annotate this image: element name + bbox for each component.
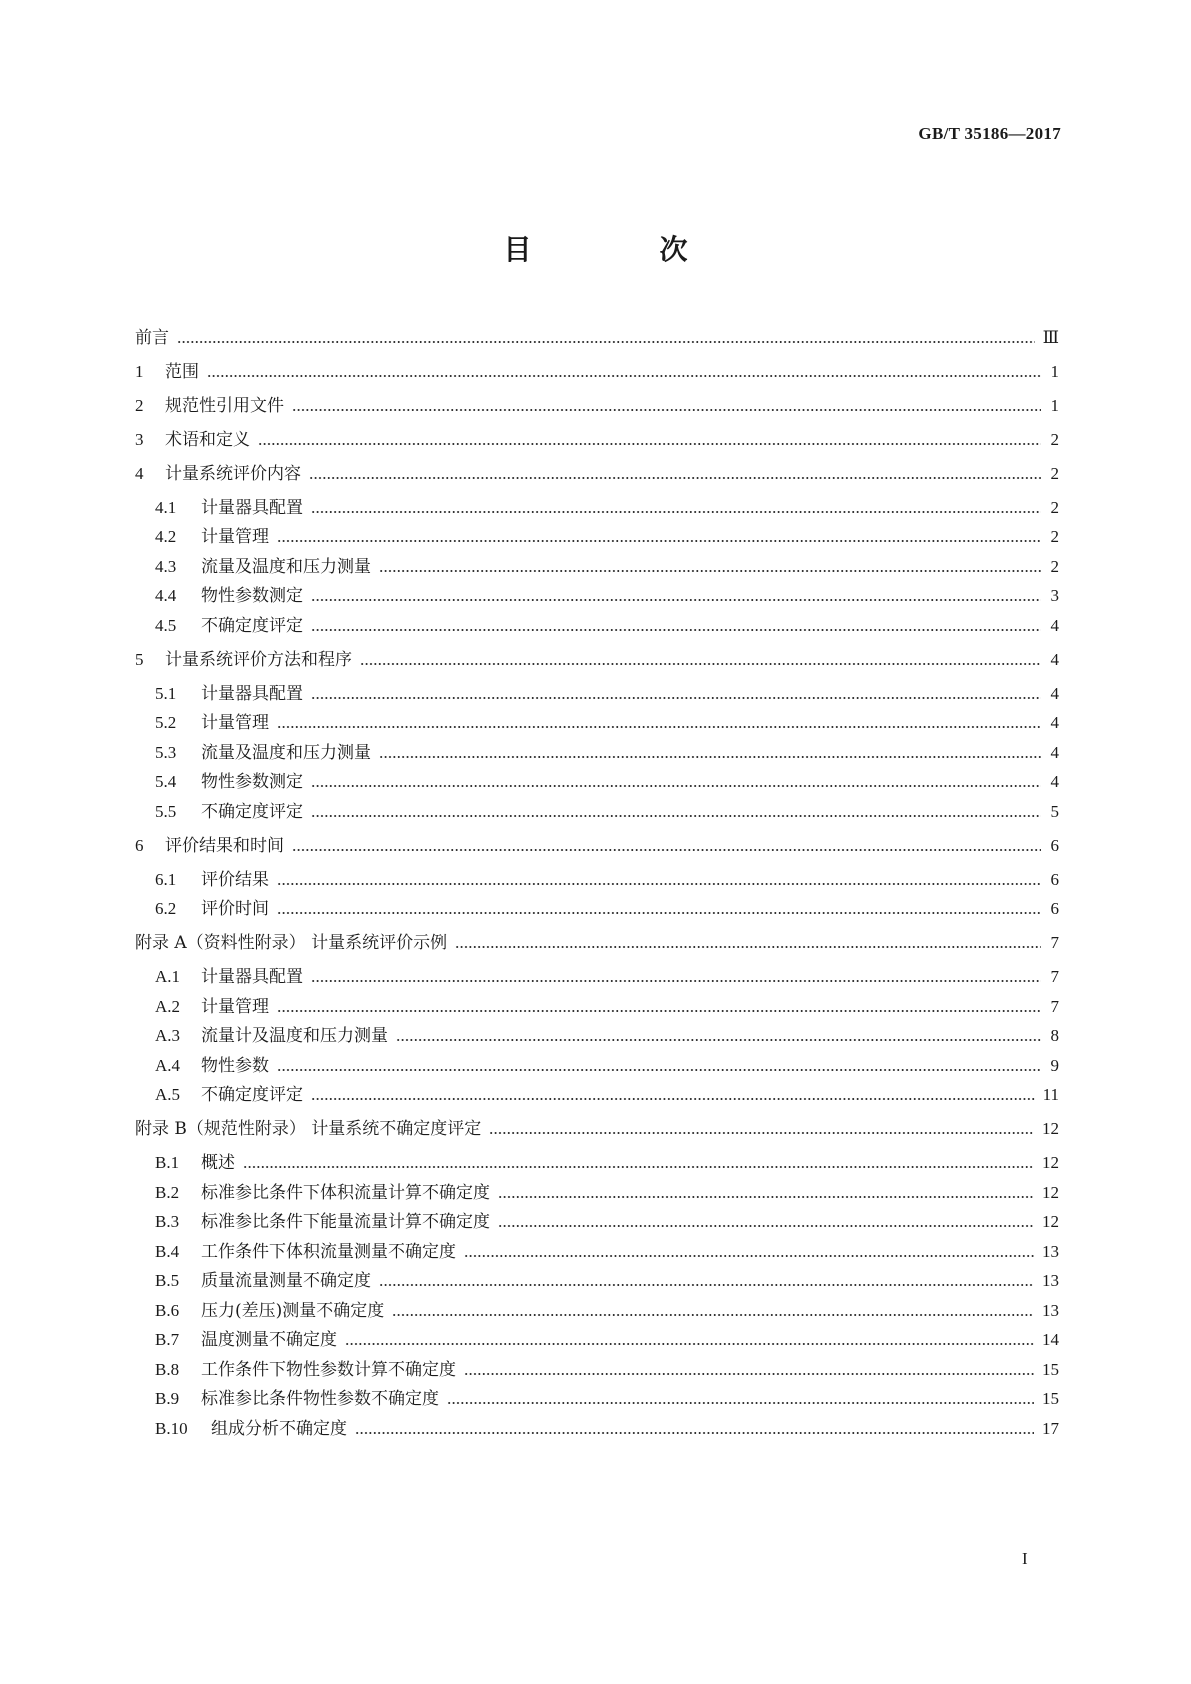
toc-entry-title: 标准参比条件物性参数不确定度: [201, 1389, 439, 1409]
toc-entry[interactable]: [155, 995, 1059, 1019]
toc-entry-page: 9: [1050, 1056, 1059, 1075]
toc-entry-number: 4.2: [155, 527, 177, 546]
toc-entry[interactable]: [155, 1387, 1059, 1411]
toc-entry-number: A.1: [155, 967, 181, 986]
toc-entry-title: 工作条件下物性参数计算不确定度: [201, 1360, 456, 1380]
dot-leader: [311, 815, 1041, 817]
dot-leader: [311, 697, 1041, 699]
toc-entry-number: A.4: [155, 1056, 181, 1075]
toc-entry-title: 概述: [201, 1153, 235, 1173]
toc-entry[interactable]: [135, 428, 1059, 452]
dot-leader: [311, 785, 1041, 787]
dot-leader: [360, 663, 1041, 665]
toc-entry-page: 14: [1042, 1330, 1059, 1349]
toc-entry-number: 1: [135, 362, 144, 381]
toc-entry-page: 3: [1050, 586, 1059, 605]
toc-entry[interactable]: [155, 741, 1059, 765]
toc-entry-title: 物性参数测定: [201, 772, 303, 792]
toc-entry[interactable]: [155, 800, 1059, 824]
toc-entry-page: 7: [1050, 997, 1059, 1016]
dot-leader: [489, 1132, 1034, 1134]
toc-entry-number: A.3: [155, 1026, 181, 1045]
toc-entry[interactable]: [155, 614, 1059, 638]
toc-entry-title: 计量管理: [201, 713, 269, 733]
dot-leader: [311, 980, 1041, 982]
dot-leader: [311, 599, 1041, 601]
toc-entry[interactable]: [155, 965, 1059, 989]
dot-leader: [447, 1402, 1034, 1404]
toc-entry-title: 压力(差压)测量不确定度: [201, 1301, 385, 1321]
toc-entry-number: 3: [135, 430, 144, 449]
dot-leader: [277, 912, 1041, 914]
toc-entry-title: 质量流量测量不确定度: [201, 1271, 371, 1291]
toc-entry-number: B.10: [155, 1419, 188, 1438]
toc-entry[interactable]: [155, 1358, 1059, 1382]
toc-entry[interactable]: [155, 525, 1059, 549]
toc-entry-title: 工作条件下体积流量测量不确定度: [201, 1242, 456, 1262]
toc-entry-page: 12: [1042, 1183, 1059, 1202]
toc-entry-title: 流量计及温度和压力测量: [201, 1026, 388, 1046]
toc-entry[interactable]: [155, 897, 1059, 921]
dot-leader: [277, 726, 1041, 728]
dot-leader: [455, 946, 1041, 948]
toc-entry-page: 4: [1050, 650, 1059, 669]
toc-entry[interactable]: [135, 648, 1059, 672]
toc-entry-title: 计量器具配置: [201, 498, 303, 518]
toc-entry-number: 5.5: [155, 802, 177, 821]
toc-entry-number: 6.1: [155, 870, 177, 889]
toc-entry[interactable]: [155, 682, 1059, 706]
toc-entry-page: 13: [1042, 1301, 1059, 1320]
toc-entry-page: 13: [1042, 1271, 1059, 1290]
toc-entry[interactable]: [155, 584, 1059, 608]
toc-entry-title: 计量器具配置: [201, 684, 303, 704]
toc-entry-page: 17: [1042, 1419, 1059, 1438]
toc-entry-title: 物性参数: [201, 1056, 269, 1076]
toc-entry-page: 12: [1042, 1153, 1059, 1172]
toc-entry-title: 温度测量不确定度: [201, 1330, 337, 1350]
toc-entry-number: 4.3: [155, 557, 177, 576]
toc-entry-page: 12: [1042, 1119, 1059, 1138]
toc-entry-page: 6: [1050, 899, 1059, 918]
toc-entry[interactable]: [155, 868, 1059, 892]
toc-entry-number: 4.4: [155, 586, 177, 605]
toc-entry[interactable]: [155, 1417, 1059, 1441]
toc-entry-number: B.3: [155, 1212, 180, 1231]
toc-entry-number: 2: [135, 396, 144, 415]
toc-entry-page: 2: [1050, 557, 1059, 576]
toc-entry-title: 标准参比条件下体积流量计算不确定度: [201, 1183, 490, 1203]
toc-entry[interactable]: [155, 1210, 1059, 1234]
toc-entry-page: 4: [1050, 616, 1059, 635]
dot-leader: [379, 1284, 1034, 1286]
toc-entry-number: B.9: [155, 1389, 180, 1408]
toc-entry-title: 标准参比条件下能量流量计算不确定度: [201, 1212, 490, 1232]
toc-entry[interactable]: [155, 1240, 1059, 1264]
toc-entry[interactable]: [135, 931, 1059, 955]
toc-entry-page: 5: [1050, 802, 1059, 821]
toc-entry-page: 6: [1050, 836, 1059, 855]
toc-entry-page: 12: [1042, 1212, 1059, 1231]
toc-entry-page: 7: [1050, 933, 1059, 952]
toc-entry[interactable]: [155, 770, 1059, 794]
toc-entry-page: 13: [1042, 1242, 1059, 1261]
toc-entry-title: 不确定度评定: [201, 616, 303, 636]
toc-entry-number: 4.1: [155, 498, 177, 517]
toc-entry-title: 计量管理: [201, 527, 269, 547]
toc-entry[interactable]: [155, 1054, 1059, 1078]
toc-entry-number: 6.2: [155, 899, 177, 918]
toc-entry-title: 评价时间: [201, 899, 269, 919]
dot-leader: [258, 443, 1041, 445]
dot-leader: [243, 1166, 1034, 1168]
dot-leader: [311, 1098, 1035, 1100]
toc-entry-number: 6: [135, 836, 144, 855]
page-title: 目 次: [503, 233, 738, 266]
toc-entry-page: 4: [1050, 713, 1059, 732]
toc-entry[interactable]: [135, 326, 1059, 350]
dot-leader: [464, 1255, 1034, 1257]
toc-entry-title: 前言: [135, 328, 169, 348]
dot-leader: [355, 1432, 1034, 1434]
dot-leader: [311, 511, 1041, 513]
dot-leader: [207, 375, 1041, 377]
toc-entry-title: 附录 A（资料性附录） 计量系统评价示例: [135, 933, 448, 953]
dot-leader: [345, 1343, 1034, 1345]
toc-entry-page: 11: [1042, 1085, 1059, 1104]
toc-entry[interactable]: [155, 1181, 1059, 1205]
toc-entry-title: 组成分析不确定度: [211, 1419, 347, 1439]
dot-leader: [292, 409, 1041, 411]
toc-entry-title: 流量及温度和压力测量: [201, 743, 371, 763]
toc-entry[interactable]: [135, 834, 1059, 858]
toc-entry-page: 15: [1042, 1389, 1059, 1408]
dot-leader: [309, 477, 1041, 479]
dot-leader: [277, 1010, 1041, 1012]
toc-entry-page: Ⅲ: [1042, 328, 1059, 347]
standard-code: GB/T 35186—2017: [918, 124, 1061, 143]
toc-entry-number: 5: [135, 650, 144, 669]
dot-leader: [311, 629, 1041, 631]
toc-entry-title: 不确定度评定: [201, 1085, 303, 1105]
toc-entry-number: 5.1: [155, 684, 177, 703]
toc-entry-number: 5.3: [155, 743, 177, 762]
toc-entry[interactable]: [155, 1328, 1059, 1352]
dot-leader: [379, 570, 1041, 572]
dot-leader: [498, 1196, 1034, 1198]
dot-leader: [392, 1314, 1034, 1316]
toc-entry-title: 计量系统评价方法和程序: [165, 650, 352, 670]
toc-entry[interactable]: [155, 496, 1059, 520]
toc-entry-number: A.2: [155, 997, 181, 1016]
toc-entry-number: B.7: [155, 1330, 180, 1349]
toc-entry-title: 计量系统评价内容: [165, 464, 301, 484]
toc-entry-title: 术语和定义: [165, 430, 250, 450]
toc-entry-number: B.8: [155, 1360, 180, 1379]
toc-entry-page: 7: [1050, 967, 1059, 986]
toc-entry-page: 2: [1050, 430, 1059, 449]
toc-entry-page: 2: [1050, 527, 1059, 546]
toc-entry[interactable]: [135, 462, 1059, 486]
toc-entry-page: 1: [1050, 362, 1059, 381]
dot-leader: [498, 1225, 1034, 1227]
toc-entry-page: 4: [1050, 743, 1059, 762]
toc-entry-number: B.5: [155, 1271, 180, 1290]
toc-entry-page: 2: [1050, 464, 1059, 483]
toc-entry-page: 15: [1042, 1360, 1059, 1379]
dot-leader: [177, 341, 1035, 343]
toc-entry-title: 评价结果: [201, 870, 269, 890]
toc-entry[interactable]: [155, 555, 1059, 579]
toc-entry-title: 范围: [165, 362, 199, 382]
toc-entry-number: 5.2: [155, 713, 177, 732]
toc-entry-title: 不确定度评定: [201, 802, 303, 822]
dot-leader: [396, 1039, 1041, 1041]
toc-entry-page: 4: [1050, 684, 1059, 703]
toc-entry-title: 评价结果和时间: [165, 836, 284, 856]
toc-entry-number: 4: [135, 464, 144, 483]
toc-entry-page: 1: [1050, 396, 1059, 415]
toc-entry-title: 流量及温度和压力测量: [201, 557, 371, 577]
toc-entry-page: 8: [1050, 1026, 1059, 1045]
toc-entry-title: 计量器具配置: [201, 967, 303, 987]
toc-entry-title: 附录 B（规范性附录） 计量系统不确定度评定: [135, 1119, 482, 1139]
page-number: I: [1022, 1549, 1028, 1568]
dot-leader: [379, 756, 1041, 758]
toc-entry-number: 4.5: [155, 616, 177, 635]
toc-entry-page: 6: [1050, 870, 1059, 889]
toc-entry[interactable]: [155, 711, 1059, 735]
toc-entry-number: B.4: [155, 1242, 180, 1261]
toc-entry-number: 5.4: [155, 772, 177, 791]
dot-leader: [277, 883, 1041, 885]
toc-entry-title: 规范性引用文件: [165, 396, 284, 416]
toc-entry[interactable]: [155, 1083, 1059, 1107]
toc-entry[interactable]: [155, 1151, 1059, 1175]
toc-entry[interactable]: [155, 1269, 1059, 1293]
toc-entry-title: 物性参数测定: [201, 586, 303, 606]
dot-leader: [277, 540, 1041, 542]
toc-entry-number: A.5: [155, 1085, 181, 1104]
dot-leader: [292, 849, 1041, 851]
toc-entry-number: B.1: [155, 1153, 180, 1172]
toc-entry-page: 2: [1050, 498, 1059, 517]
toc-entry[interactable]: [135, 1117, 1059, 1141]
toc-entry-number: B.6: [155, 1301, 180, 1320]
toc-entry[interactable]: [155, 1024, 1059, 1048]
toc-entry-page: 4: [1050, 772, 1059, 791]
toc-entry[interactable]: [155, 1299, 1059, 1323]
toc-entry[interactable]: [135, 394, 1059, 418]
toc-entry-title: 计量管理: [201, 997, 269, 1017]
toc-entry-number: B.2: [155, 1183, 180, 1202]
dot-leader: [277, 1069, 1041, 1071]
toc-entry[interactable]: [135, 360, 1059, 384]
dot-leader: [464, 1373, 1034, 1375]
